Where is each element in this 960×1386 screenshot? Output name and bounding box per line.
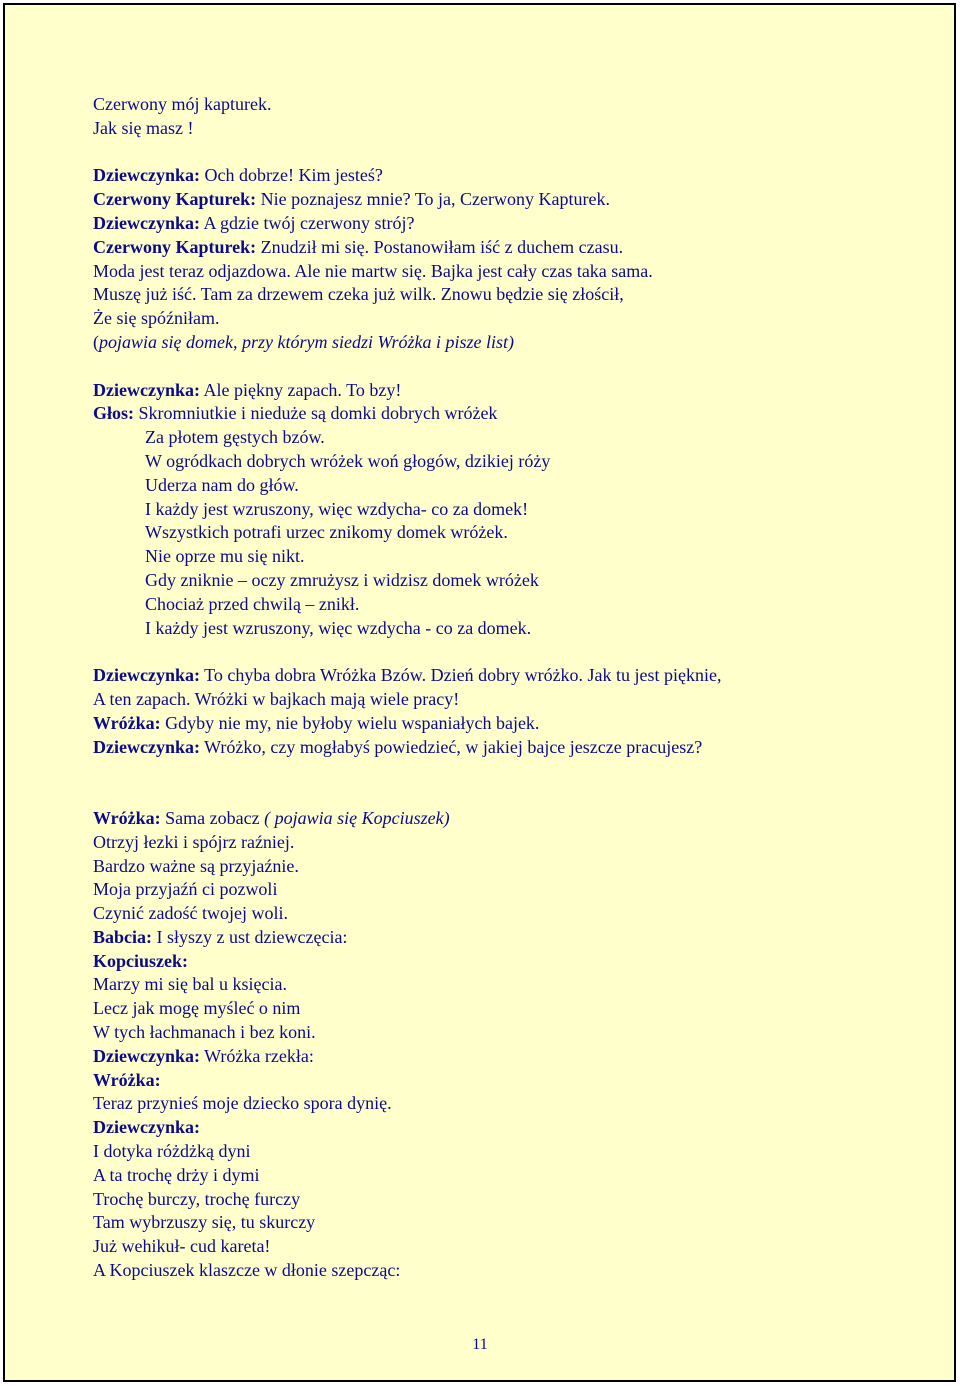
section-gap bbox=[93, 759, 833, 807]
text-line bbox=[93, 807, 833, 831]
line-text: Bardzo ważne są przyjaźnie. bbox=[93, 855, 299, 876]
text-line bbox=[93, 93, 833, 117]
line-text: Że się spóźniłam. bbox=[93, 308, 220, 329]
blank-line bbox=[93, 141, 833, 165]
line-text: Gdyby nie my, nie byłoby wielu wspaniałych bajek. bbox=[160, 712, 540, 733]
line-text: Nie oprze mu się nikt. bbox=[145, 546, 305, 567]
text-line bbox=[93, 1045, 833, 1069]
text-line bbox=[93, 617, 833, 641]
text-line bbox=[93, 1092, 833, 1116]
text-line bbox=[93, 1188, 833, 1212]
line-text: Wróżka rzekła: bbox=[199, 1045, 314, 1066]
text-line bbox=[93, 902, 833, 926]
line-text: I słyszy z ust dziewczęcia: bbox=[152, 926, 348, 947]
speaker-label: Kopciuszek: bbox=[93, 950, 189, 971]
text-line bbox=[93, 1140, 833, 1164]
line-text: Wróżko, czy mogłabyś powiedzieć, w jakiej bajce jeszcze pracujesz? bbox=[199, 736, 703, 757]
speaker-label: Dziewczynka: bbox=[93, 736, 200, 757]
line-text: Wszystkich potrafi urzec znikomy domek wróżek. bbox=[145, 522, 508, 543]
line-text: Za płotem gęstych bzów. bbox=[145, 427, 325, 448]
speaker-label: Dziewczynka: bbox=[93, 379, 200, 400]
stage-prefix: ( bbox=[93, 331, 99, 352]
line-text: A ta trochę drży i dymi bbox=[93, 1164, 260, 1185]
text-line bbox=[93, 878, 833, 902]
text-line bbox=[93, 997, 833, 1021]
speaker-label: Babcia: bbox=[93, 926, 153, 947]
stage-direction: pojawia się domek, przy którym siedzi Wróżka i pisze list) bbox=[99, 331, 514, 352]
speaker-label: Wróżka: bbox=[93, 807, 161, 828]
text-line bbox=[93, 1211, 833, 1235]
text-line bbox=[93, 164, 833, 188]
speaker-label: Dziewczynka: bbox=[93, 1117, 200, 1138]
script-text bbox=[93, 93, 833, 1283]
speaker-label: Czerwony Kapturek: bbox=[93, 236, 257, 257]
text-line bbox=[93, 831, 833, 855]
line-text: I każdy jest wzruszony, więc wzdycha- co za domek! bbox=[145, 498, 529, 519]
line-text: Czerwony mój kapturek. bbox=[93, 94, 272, 114]
line-text: Skromniutkie i nieduże są domki dobrych wróżek bbox=[134, 403, 498, 424]
text-line bbox=[93, 1164, 833, 1188]
text-line bbox=[93, 498, 833, 522]
speaker-label: Dziewczynka: bbox=[93, 665, 200, 686]
line-text: A gdzie twój czerwony strój? bbox=[199, 212, 415, 233]
text-line bbox=[93, 212, 833, 236]
text-line bbox=[93, 736, 833, 760]
text-line bbox=[93, 1021, 833, 1045]
stage-direction: ( pojawia się Kopciuszek) bbox=[264, 807, 450, 828]
line-text: A ten zapach. Wróżki w bajkach mają wiele pracy! bbox=[93, 688, 460, 709]
line-text: Jak się masz ! bbox=[93, 117, 194, 138]
speaker-label: Wróżka: bbox=[93, 1069, 161, 1090]
blank-line bbox=[93, 640, 833, 664]
text-line bbox=[93, 236, 833, 260]
line-text: Teraz przynieś moje dziecko spora dynię. bbox=[93, 1093, 392, 1114]
line-text: Och dobrze! Kim jesteś? bbox=[199, 165, 383, 186]
text-line bbox=[93, 1069, 833, 1093]
line-text: Znudził mi się. Postanowiłam iść z duchem czasu. bbox=[256, 236, 624, 257]
line-text: Gdy zniknie – oczy zmrużysz i widzisz domek wróżek bbox=[145, 569, 539, 590]
line-text: To chyba dobra Wróżka Bzów. Dzień dobry wróżko. Jak tu jest pięknie, bbox=[199, 665, 722, 686]
line-text: Czynić zadość twojej woli. bbox=[93, 903, 288, 924]
speaker-label: Dziewczynka: bbox=[93, 212, 200, 233]
text-line bbox=[93, 1235, 833, 1259]
text-line bbox=[93, 188, 833, 212]
text-line bbox=[93, 379, 833, 403]
line-text: W ogródkach dobrych wróżek woń głogów, dzikiej róży bbox=[145, 450, 551, 471]
page-number: 11 bbox=[472, 1336, 488, 1353]
text-line bbox=[93, 593, 833, 617]
text-line bbox=[93, 569, 833, 593]
text-line bbox=[93, 545, 833, 569]
line-text: Trochę burczy, trochę furczy bbox=[93, 1188, 301, 1209]
text-line bbox=[93, 283, 833, 307]
text-line bbox=[93, 117, 833, 141]
line-text: Ale piękny zapach. To bzy! bbox=[199, 379, 402, 400]
speaker-label: Czerwony Kapturek: bbox=[93, 189, 257, 210]
text-line bbox=[93, 950, 833, 974]
text-line bbox=[93, 402, 833, 426]
text-line bbox=[93, 426, 833, 450]
line-text: W tych łachmanach i bez koni. bbox=[93, 1022, 316, 1043]
line-text: I każdy jest wzruszony, więc wzdycha - co za domek. bbox=[145, 617, 532, 638]
text-line bbox=[93, 688, 833, 712]
text-line bbox=[93, 260, 833, 284]
line-text: Otrzyj łezki i spójrz raźniej. bbox=[93, 831, 295, 852]
text-line bbox=[93, 521, 833, 545]
line-text: Uderza nam do głów. bbox=[145, 474, 299, 495]
text-line bbox=[93, 855, 833, 879]
text-line bbox=[93, 712, 833, 736]
speaker-label: Dziewczynka: bbox=[93, 1045, 200, 1066]
speaker-label: Głos: bbox=[93, 403, 135, 424]
line-text: Sama zobacz bbox=[160, 807, 265, 828]
blank-line bbox=[93, 355, 833, 379]
line-text: Nie poznajesz mnie? To ja, Czerwony Kapturek. bbox=[256, 189, 610, 210]
text-line bbox=[93, 973, 833, 997]
text-line bbox=[93, 331, 833, 355]
line-text: I dotyka różdżką dyni bbox=[93, 1141, 251, 1162]
text-line bbox=[93, 1259, 833, 1283]
text-line bbox=[93, 450, 833, 474]
line-text: Marzy mi się bal u księcia. bbox=[93, 974, 287, 995]
text-line bbox=[93, 664, 833, 688]
text-line bbox=[93, 1116, 833, 1140]
line-text: Tam wybrzuszy się, tu skurczy bbox=[93, 1212, 316, 1233]
line-text: A Kopciuszek klaszcze w dłonie szepcząc: bbox=[93, 1260, 401, 1281]
text-line bbox=[93, 926, 833, 950]
text-line bbox=[93, 307, 833, 331]
text-line bbox=[93, 474, 833, 498]
line-text: Chociaż przed chwilą – znikł. bbox=[145, 593, 360, 614]
line-text: Moja przyjaźń ci pozwoli bbox=[93, 879, 278, 900]
line-text: Muszę już iść. Tam za drzewem czeka już wilk. Znowu będzie się złościł, bbox=[93, 284, 624, 305]
line-text: Lecz jak mogę myśleć o nim bbox=[93, 998, 301, 1019]
speaker-label: Wróżka: bbox=[93, 712, 161, 733]
speaker-label: Dziewczynka: bbox=[93, 165, 200, 186]
line-text: Już wehikuł- cud kareta! bbox=[93, 1236, 271, 1257]
line-text: Moda jest teraz odjazdowa. Ale nie martw się. Bajka jest cały czas taka sama. bbox=[93, 260, 653, 281]
page-frame bbox=[3, 3, 956, 1382]
